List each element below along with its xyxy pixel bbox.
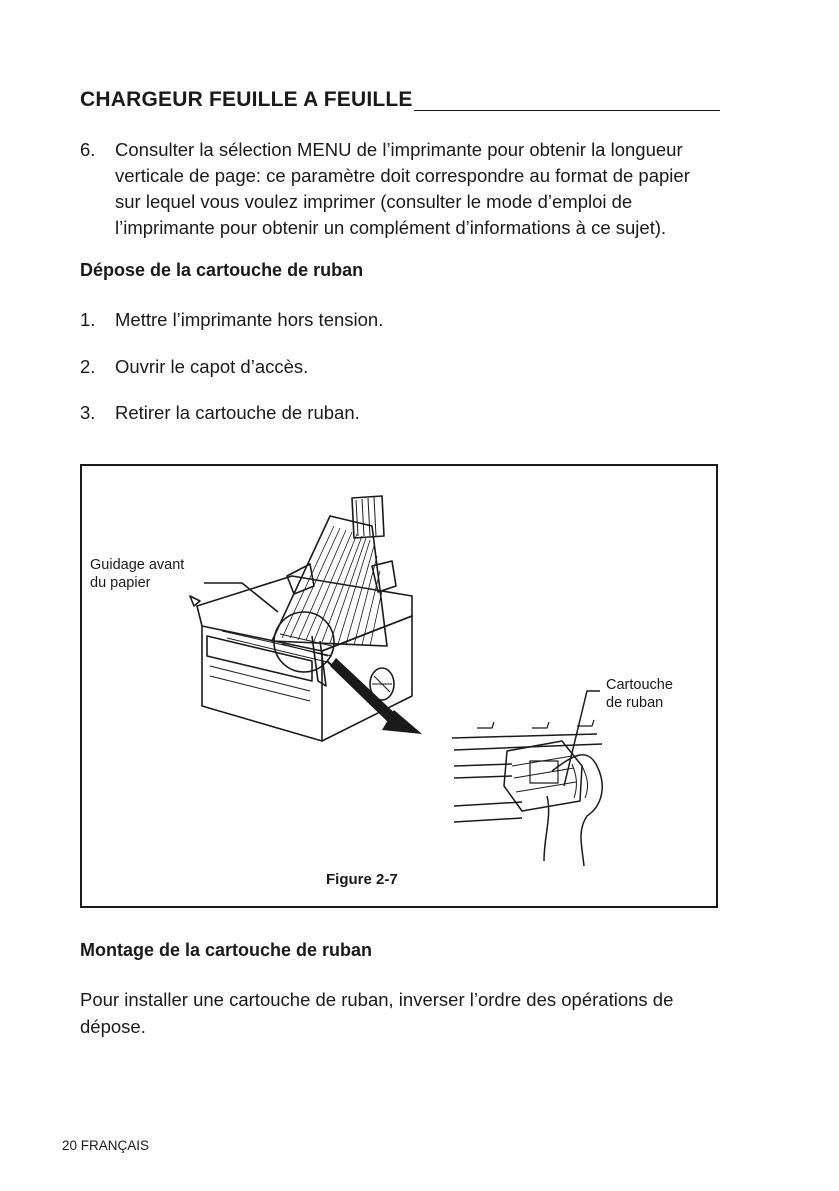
hand — [552, 755, 602, 866]
paragraph-line: dépose. — [80, 1016, 146, 1037]
ribbon-detail-illustration — [82, 466, 716, 906]
removal-title: Dépose de la cartouche de ruban — [80, 260, 364, 280]
heading-rule — [414, 110, 720, 111]
step-text-line: l’imprimante pour obtenir un complément d’informations à ce sujet). — [115, 217, 667, 238]
step-number: 3. — [80, 402, 96, 423]
callout-line: de ruban — [606, 695, 664, 711]
step-text: Mettre l’imprimante hors tension. — [115, 309, 384, 330]
step-number: 1. — [80, 309, 96, 330]
step-number: 2. — [80, 356, 96, 377]
callout-line: Cartouche — [606, 677, 673, 693]
ribbon-cartridge — [504, 741, 582, 811]
section-heading: CHARGEUR FEUILLE A FEUILLE — [80, 88, 413, 111]
callout-line: du papier — [90, 575, 151, 591]
step-text-line: Consulter la sélection MENU de l’imprimante pour obtenir la longueur — [115, 139, 683, 160]
figure-frame — [80, 464, 718, 908]
paragraph-line: Pour installer une cartouche de ruban, inverser l’ordre des opérations de — [80, 989, 674, 1010]
install-title: Montage de la cartouche de ruban — [80, 940, 373, 960]
figure-caption: Figure 2-7 — [326, 871, 398, 888]
page-footer: 20 FRANÇAIS — [62, 1138, 150, 1153]
callout-line: Guidage avant — [90, 557, 185, 573]
step-text: Retirer la cartouche de ruban. — [115, 402, 360, 423]
step-text: Ouvrir le capot d’accès. — [115, 356, 309, 377]
step-text-line: sur lequel vous voulez imprimer (consulter le mode d’emploi de — [115, 191, 633, 212]
install-paragraph — [80, 986, 673, 1040]
step-text-line: verticale de page: ce paramètre doit correspondre au format de papier — [115, 165, 690, 186]
step-number: 6. — [80, 139, 96, 160]
